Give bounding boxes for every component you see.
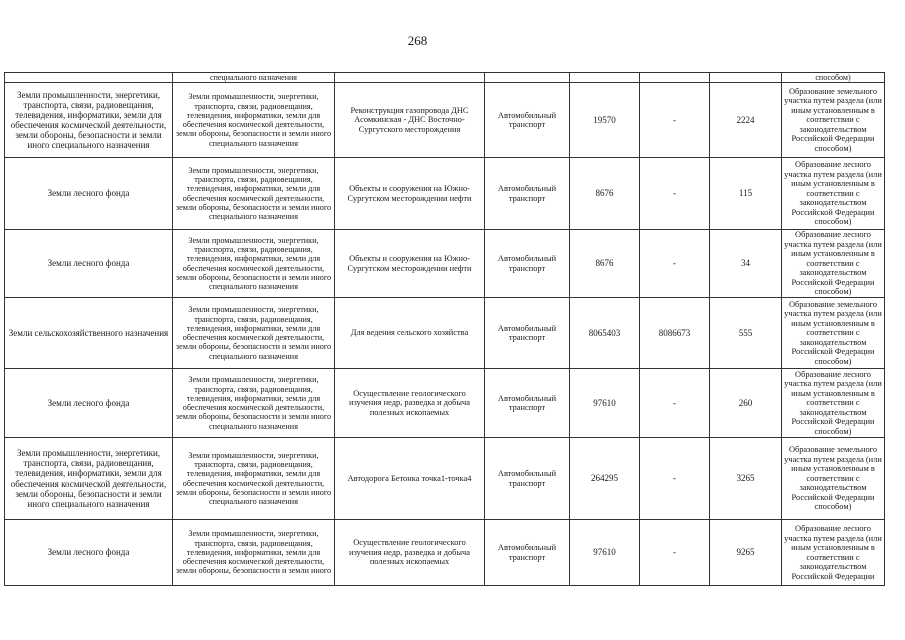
object-name-cell: Объекты и сооружения на Южно-Сургутском месторождении нефти — [335, 158, 485, 230]
object-name-cell: Для ведения сельского хозяйства — [335, 298, 485, 369]
object-name-cell: Осуществление геологического изучения недр, разведка и добыча полезных ископаемых — [335, 369, 485, 438]
header-cell — [570, 73, 640, 83]
formation-method-cell: Образование лесного участка путем раздела (или иным установленным в соответствии с законодательством Российской Федерации — [782, 520, 885, 586]
land-plots-table — [4, 72, 885, 586]
area-value-cell: 264295 — [570, 438, 640, 520]
object-name-cell: Осуществление геологического изучения недр, разведка и добыча полезных ископаемых — [335, 520, 485, 586]
transport-cell: Автомобильный транспорт — [485, 83, 570, 158]
table-row — [5, 520, 885, 586]
land-category-cell: Земли промышленности, энергетики, транспорта, связи, радиовещания, телевидения, информатики, земли для обеспечения космической деятельности, земли обороны, безопасности и земли иного специального назначения — [5, 83, 173, 158]
header-cell — [640, 73, 710, 83]
transport-cell: Автомобильный транспорт — [485, 298, 570, 369]
new-category-cell: Земли промышленности, энергетики, транспорта, связи, радиовещания, телевидения, информатики, земли для обеспечения космической деятельности, земли обороны, безопасности и земли иного специального назначения — [173, 438, 335, 520]
transport-cell: Автомобильный транспорт — [485, 230, 570, 298]
header-cell — [335, 73, 485, 83]
new-category-cell: Земли промышленности, энергетики, транспорта, связи, радиовещания, телевидения, информатики, земли для обеспечения космической деятельности, земли обороны, безопасности и земли иного специального назначения — [173, 158, 335, 230]
formation-method-cell: Образование лесного участка путем раздела (или иным установленным в соответствии с законодательством Российской Федерации способом) — [782, 230, 885, 298]
land-category-cell: Земли промышленности, энергетики, транспорта, связи, радиовещания, телевидения, информатики, земли для обеспечения космической деятельности, земли обороны, безопасности и земли иного специального назначения — [5, 438, 173, 520]
transport-cell: Автомобильный транспорт — [485, 158, 570, 230]
formation-method-cell: Образование земельного участка путем раздела (или иным установленным в соответствии с законодательством Российской Федерации способом) — [782, 83, 885, 158]
area-value-cell: - — [640, 83, 710, 158]
area-value-cell: - — [640, 369, 710, 438]
table-row — [5, 369, 885, 438]
area-value-cell: - — [640, 520, 710, 586]
header-cell — [485, 73, 570, 83]
new-category-cell: Земли промышленности, энергетики, транспорта, связи, радиовещания, телевидения, информатики, земли для обеспечения космической деятельности, земли обороны, безопасности и земли иного специального назначения — [173, 298, 335, 369]
new-category-cell: Земли промышленности, энергетики, транспорта, связи, радиовещания, телевидения, информатики, земли для обеспечения космической деятельности, земли обороны, безопасности и земли иного специального назначения — [173, 83, 335, 158]
table-row — [5, 230, 885, 298]
area-value-cell: 97610 — [570, 520, 640, 586]
formation-method-cell: Образование лесного участка путем раздела (или иным установленным в соответствии с законодательством Российской Федерации способом) — [782, 158, 885, 230]
area-value-cell: 260 — [710, 369, 782, 438]
land-category-cell: Земли лесного фонда — [5, 369, 173, 438]
formation-method-cell: Образование лесного участка путем раздела (или иным установленным в соответствии с законодательством Российской Федерации способом) — [782, 369, 885, 438]
header-cell: способом) — [782, 73, 885, 83]
area-value-cell: 3265 — [710, 438, 782, 520]
area-value-cell: 9265 — [710, 520, 782, 586]
object-name-cell: Реконструкция газопровода ДНС Асомкинская - ДНС Восточно-Сургутского месторождения — [335, 83, 485, 158]
new-category-cell: Земли промышленности, энергетики, транспорта, связи, радиовещания, телевидения, информатики, земли для обеспечения космической деятельности, земли обороны, безопасности и земли иного специального назначения — [173, 230, 335, 298]
area-value-cell: - — [640, 158, 710, 230]
area-value-cell: 19570 — [570, 83, 640, 158]
area-value-cell: 115 — [710, 158, 782, 230]
area-value-cell: - — [640, 230, 710, 298]
table-row — [5, 438, 885, 520]
land-category-cell: Земли лесного фонда — [5, 230, 173, 298]
transport-cell: Автомобильный транспорт — [485, 369, 570, 438]
area-value-cell: 8065403 — [570, 298, 640, 369]
transport-cell: Автомобильный транспорт — [485, 520, 570, 586]
page-number: 268 — [407, 33, 428, 48]
area-value-cell: 8086673 — [640, 298, 710, 369]
header-continuation-row — [5, 73, 885, 83]
area-value-cell: 555 — [710, 298, 782, 369]
land-category-cell: Земли сельскохозяйственного назначения — [5, 298, 173, 369]
object-name-cell: Объекты и сооружения на Южно-Сургутском месторождении нефти — [335, 230, 485, 298]
new-category-cell: Земли промышленности, энергетики, транспорта, связи, радиовещания, телевидения, информатики, земли для обеспечения космической деятельности, земли обороны, безопасности и земли иного специального назначения — [173, 369, 335, 438]
transport-cell: Автомобильный транспорт — [485, 438, 570, 520]
land-category-cell: Земли лесного фонда — [5, 158, 173, 230]
area-value-cell: 97610 — [570, 369, 640, 438]
table-row — [5, 83, 885, 158]
table-row — [5, 298, 885, 369]
header-cell: специального назначения — [173, 73, 335, 83]
area-value-cell: 34 — [710, 230, 782, 298]
formation-method-cell: Образование земельного участка путем раздела (или иным установленным в соответствии с законодательством Российской Федерации способом) — [782, 298, 885, 369]
header-cell — [710, 73, 782, 83]
land-category-cell: Земли лесного фонда — [5, 520, 173, 586]
area-value-cell: 8676 — [570, 230, 640, 298]
area-value-cell: - — [640, 438, 710, 520]
area-value-cell: 2224 — [710, 83, 782, 158]
header-cell — [5, 73, 173, 83]
object-name-cell: Автодорога Бетонка точка1-точка4 — [335, 438, 485, 520]
new-category-cell: Земли промышленности, энергетики, транспорта, связи, радиовещания, телевидения, информатики, земли для обеспечения космической деятельности, земли обороны, безопасности и земли иного — [173, 520, 335, 586]
formation-method-cell: Образование земельного участка путем раздела (или иным установленным в соответствии с законодательством Российской Федерации способом) — [782, 438, 885, 520]
area-value-cell: 8676 — [570, 158, 640, 230]
table-row — [5, 158, 885, 230]
